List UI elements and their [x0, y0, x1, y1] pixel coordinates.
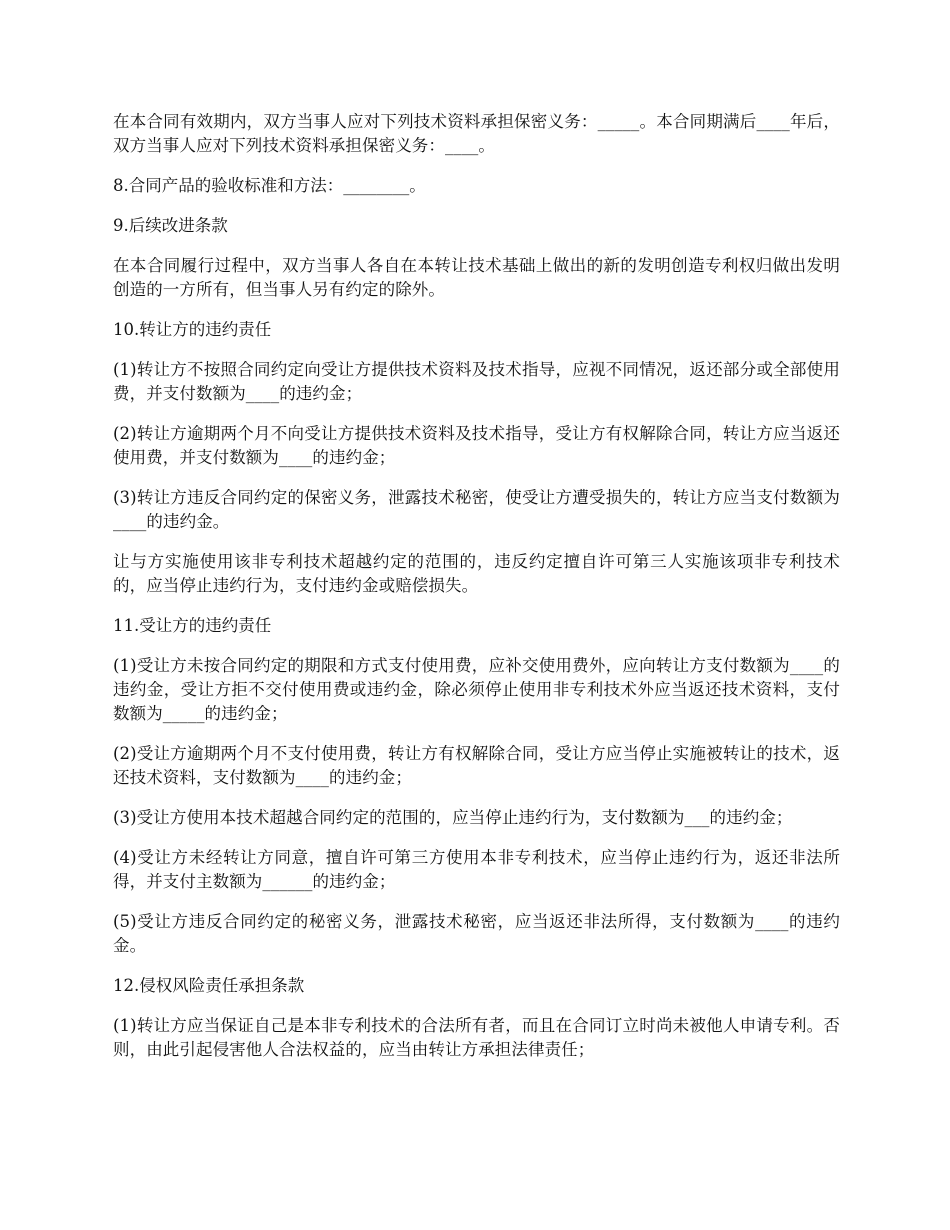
document-page — [113, 110, 840, 1078]
clause-9-paragraph: 在本合同履行过程中，双方当事人各自在本转让技术基础上做出的新的发明创造专利权归做出发明创造的一方所有，但当事人另有约定的除外。 — [113, 256, 840, 299]
clause-12-item-1: (1)转让方应当保证自己是本非专利技术的合法所有者，而且在合同订立时尚未被他人申请专利。否则，由此引起侵害他人合法权益的，应当由转让方承担法律责任； — [113, 1016, 840, 1059]
clause-10-note: 让与方实施使用该非专利技术超越约定的范围的，违反约定擅自许可第三人实施该项非专利技术的，应当停止违约行为，支付违约金或赔偿损失。 — [113, 552, 840, 595]
clause-10-item-2: (2)转让方逾期两个月不向受让方提供技术资料及技术指导，受让方有权解除合同，转让方应当返还使用费，并支付数额为____的违约金； — [113, 424, 840, 467]
clause-8-acceptance-heading: 8.合同产品的验收标准和方法：________。 — [113, 176, 426, 195]
clause-11-item-4: (4)受让方未经转让方同意，擅自许可第三方使用本非专利技术，应当停止违约行为，返还非法所得，并支付主数额为______的违约金； — [113, 848, 840, 891]
clause-10-item-3: (3)转让方违反合同约定的保密义务，泄露技术秘密，使受让方遭受损失的，转让方应当支付数额为____的违约金。 — [113, 488, 840, 531]
clause-11-item-1: (1)受让方未按合同约定的期限和方式支付使用费，应补交使用费外，应向转让方支付数额为____的违约金，受让方拒不交付使用费或违约金，除必须停止使用非专利技术外应当返还技术资料，支付数额为_____的违约金； — [113, 656, 840, 723]
clause-11-item-5: (5)受让方违反合同约定的秘密义务，泄露技术秘密，应当返还非法所得，支付数额为____的违约金。 — [113, 912, 840, 955]
clause-10-heading: 10.转让方的违约责任 — [113, 320, 272, 339]
clause-10-item-1: (1)转让方不按照合同约定向受让方提供技术资料及技术指导，应视不同情况，返还部分或全部使用费，并支付数额为____的违约金； — [113, 360, 840, 403]
clause-12-heading: 12.侵权风险责任承担条款 — [113, 976, 305, 995]
clause-11-item-2: (2)受让方逾期两个月不支付使用费，转让方有权解除合同，受让方应当停止实施被转让的技术，返还技术资料，支付数额为____的违约金； — [113, 744, 840, 787]
clause-11-item-3: (3)受让方使用本技术超越合同约定的范围的，应当停止违约行为，支付数额为___的违约金； — [113, 808, 793, 827]
clause-11-heading: 11.受让方的违约责任 — [113, 616, 272, 635]
clause-9-heading: 9.后续改进条款 — [113, 216, 228, 235]
confidentiality-paragraph: 在本合同有效期内，双方当事人应对下列技术资料承担保密义务：_____。本合同期满后____年后，双方当事人应对下列技术资料承担保密义务：____。 — [113, 112, 840, 155]
